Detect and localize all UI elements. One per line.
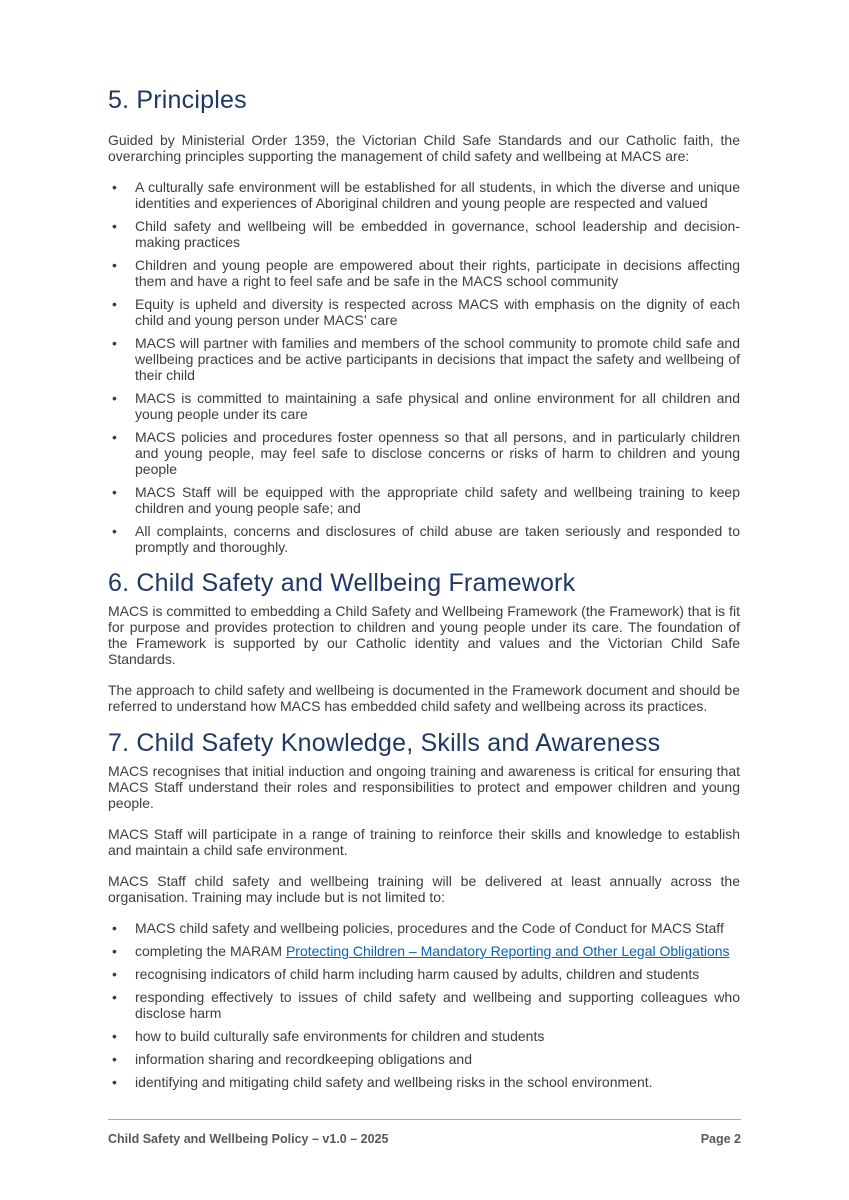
section-heading-knowledge: 7. Child Safety Knowledge, Skills and Awareness bbox=[108, 729, 661, 757]
bullet-icon: • bbox=[112, 179, 117, 195]
list-item bbox=[108, 943, 740, 959]
list-item-text bbox=[135, 943, 740, 959]
list-item-text: MACS will partner with families and members of the school community to promote child safe and wellbeing practices and be active participants in decisions that impact the safety and wellbeing of their child bbox=[135, 335, 740, 383]
bullet-icon: • bbox=[112, 390, 117, 406]
section-framework bbox=[108, 569, 740, 714]
list-item bbox=[108, 390, 740, 422]
framework-paragraph: The approach to child safety and wellbeing is documented in the Framework document and should be referred to understand how MACS has embedded child safety and wellbeing across its practices. bbox=[108, 682, 740, 714]
list-item-text: Equity is upheld and diversity is respected across MACS with emphasis on the dignity of each child and young person under MACS’ care bbox=[135, 296, 740, 328]
footer-page-number: Page 2 bbox=[700, 1132, 741, 1146]
page-footer bbox=[108, 1119, 741, 1146]
list-item-text: recognising indicators of child harm including harm caused by adults, children and students bbox=[135, 966, 700, 982]
bullet-icon: • bbox=[112, 1074, 117, 1090]
list-item-text: how to build culturally safe environments for children and students bbox=[135, 1028, 545, 1044]
list-item-text: Child safety and wellbeing will be embedded in governance, school leadership and decision-making practices bbox=[135, 218, 740, 250]
list-item bbox=[108, 218, 740, 250]
maram-protecting-children-link[interactable]: Protecting Children – Mandatory Reporting and Other Legal Obligations bbox=[285, 943, 730, 959]
list-item-text: information sharing and recordkeeping obligations and bbox=[135, 1051, 472, 1067]
principles-intro-paragraph: Guided by Ministerial Order 1359, the Victorian Child Safe Standards and our Catholic faith, the overarching principles supporting the management of child safety and wellbeing at MACS are: bbox=[108, 132, 740, 164]
list-item bbox=[108, 179, 740, 211]
list-item bbox=[108, 966, 740, 982]
bullet-icon: • bbox=[112, 257, 117, 273]
page-content bbox=[108, 86, 740, 1097]
bullet-icon: • bbox=[112, 1028, 117, 1044]
knowledge-paragraph: MACS Staff will participate in a range of training to reinforce their skills and knowledge to establish and maintain a child safe environment. bbox=[108, 826, 740, 858]
list-item bbox=[108, 257, 740, 289]
list-item bbox=[108, 429, 740, 477]
bullet-icon: • bbox=[112, 1051, 117, 1067]
list-item-text: responding effectively to issues of child safety and wellbeing and supporting colleagues who disclose harm bbox=[135, 989, 740, 1021]
bullet-icon: • bbox=[112, 943, 117, 959]
list-item bbox=[108, 296, 740, 328]
list-item bbox=[108, 920, 740, 936]
list-item bbox=[108, 1028, 740, 1044]
bullet-icon: • bbox=[112, 218, 117, 234]
training-bullet-list bbox=[108, 920, 740, 1090]
list-item bbox=[108, 484, 740, 516]
section-principles bbox=[108, 86, 740, 555]
bullet-icon: • bbox=[112, 523, 117, 539]
list-item bbox=[108, 1074, 740, 1090]
list-item-text: MACS is committed to maintaining a safe physical and online environment for all children and young people under its care bbox=[135, 390, 740, 422]
list-item-text: identifying and mitigating child safety and wellbeing risks in the school environment. bbox=[135, 1074, 653, 1090]
principles-bullet-list bbox=[108, 179, 740, 555]
bullet-icon: • bbox=[112, 989, 117, 1005]
section-knowledge-skills-awareness bbox=[108, 729, 740, 1090]
framework-paragraph: MACS is committed to embedding a Child Safety and Wellbeing Framework (the Framework) that is fit for purpose and provides protection to children and young people under its care. The foundation of the Framework is supported by our Catholic identity and values and the Victorian Child Safe Standards. bbox=[108, 603, 740, 667]
list-item bbox=[108, 1051, 740, 1067]
bullet-icon: • bbox=[112, 335, 117, 351]
list-item-text: MACS Staff will be equipped with the appropriate child safety and wellbeing training to keep children and young people safe; and bbox=[135, 484, 740, 516]
bullet-icon: • bbox=[112, 484, 117, 500]
list-item bbox=[108, 335, 740, 383]
bullet-icon: • bbox=[112, 966, 117, 982]
list-item-text: All complaints, concerns and disclosures of child abuse are taken seriously and responded to promptly and thoroughly. bbox=[135, 523, 740, 555]
bullet-icon: • bbox=[112, 920, 117, 936]
knowledge-paragraph: MACS Staff child safety and wellbeing training will be delivered at least annually across the organisation. Training may include but is not limited to: bbox=[108, 873, 740, 905]
section-heading-framework: 6. Child Safety and Wellbeing Framework bbox=[108, 569, 576, 597]
bullet-icon: • bbox=[112, 429, 117, 445]
list-item-text: MACS child safety and wellbeing policies, procedures and the Code of Conduct for MACS Staff bbox=[135, 920, 724, 936]
list-item-text: Children and young people are empowered about their rights, participate in decisions affecting them and have a right to feel safe and be safe in the MACS school community bbox=[135, 257, 740, 289]
link-bullet-prefix: completing the MARAM bbox=[135, 943, 286, 959]
section-heading-principles: 5. Principles bbox=[108, 86, 247, 114]
footer-document-title: Child Safety and Wellbeing Policy – v1.0 – 2025 bbox=[108, 1132, 389, 1146]
knowledge-paragraph: MACS recognises that initial induction and ongoing training and awareness is critical for ensuring that MACS Staff understand their roles and responsibilities to protect and empower children and young people. bbox=[108, 763, 740, 811]
list-item bbox=[108, 989, 740, 1021]
bullet-icon: • bbox=[112, 296, 117, 312]
list-item-text: MACS policies and procedures foster openness so that all persons, and in particularly children and young people, may feel safe to disclose concerns or risks of harm to children and young people bbox=[135, 429, 740, 477]
list-item-text: A culturally safe environment will be established for all students, in which the diverse and unique identities and experiences of Aboriginal children and young people are respected and valued bbox=[135, 179, 740, 211]
list-item bbox=[108, 523, 740, 555]
